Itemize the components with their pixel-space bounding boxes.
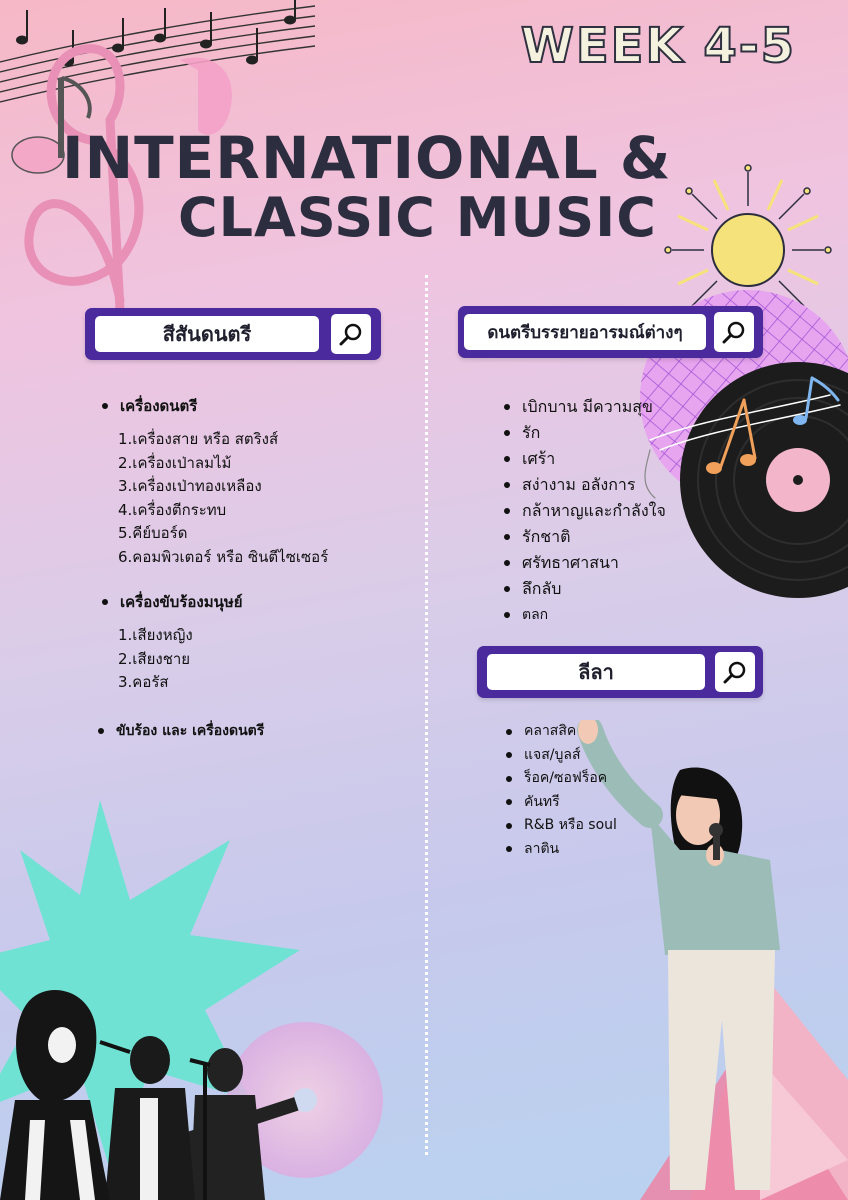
list-heading: เครื่องดนตรี — [100, 394, 197, 418]
emotion-list — [502, 394, 666, 628]
list-item: 3.คอรัส — [118, 673, 169, 691]
search-field[interactable]: ลีลา — [487, 654, 705, 690]
list-item: ลาติน — [504, 838, 617, 862]
list-item: ร็อค/ซอฟร็อค — [504, 767, 617, 791]
list-heading: ขับร้อง และ เครื่องดนตรี — [96, 720, 264, 742]
search-button[interactable] — [331, 314, 371, 354]
list-item: เศร้า — [502, 446, 666, 472]
list-item: ลึกลับ — [502, 576, 666, 602]
sun-icon — [665, 165, 831, 306]
style-list — [504, 720, 617, 861]
list-heading: เครื่องขับร้องมนุษย์ — [100, 590, 243, 614]
list-item: R&B หรือ soul — [504, 814, 617, 838]
list-item: แจส/บูลส์ — [504, 744, 617, 768]
search-icon — [339, 322, 363, 346]
list-item: รัก — [502, 420, 666, 446]
page-title-line-2: CLASSIC MUSIC — [178, 186, 657, 249]
list-item: 1.เครื่องสาย หรือ สตริงส์ — [118, 430, 279, 448]
list-item: เบิกบาน มีความสุข — [502, 394, 666, 420]
search-field[interactable]: ดนตรีบรรยายอารมณ์ต่างๆ — [464, 314, 706, 350]
list-item: คันทรี — [504, 791, 617, 815]
list-item: 4.เครื่องตีกระทบ — [118, 500, 227, 519]
list-item: 2.เสียงชาย — [118, 649, 191, 668]
list-item: 5.คีย์บอร์ด — [118, 524, 188, 542]
search-bar-emotions[interactable] — [458, 306, 763, 358]
search-bar-instrument-color[interactable] — [85, 308, 381, 360]
vocal-list — [118, 624, 193, 695]
list-item: ตลก — [502, 602, 666, 628]
week-label: WEEK 4-5 — [520, 18, 797, 74]
vocal-section — [100, 590, 243, 614]
list-item: ศรัทธาศาสนา — [502, 550, 666, 576]
list-item: คลาสสิค — [504, 720, 617, 744]
search-icon — [722, 320, 746, 344]
search-button[interactable] — [715, 652, 755, 692]
list-item: 2.เครื่องเป่าลมไม้ — [118, 453, 232, 472]
band-illustration — [0, 970, 330, 1200]
list-item: 3.เครื่องเป่าทองเหลือง — [118, 477, 262, 495]
instrument-section — [100, 394, 197, 418]
search-button[interactable] — [714, 312, 754, 352]
music-notes — [16, 0, 296, 67]
list-item: รักชาติ — [502, 524, 666, 550]
combined-section — [96, 720, 264, 742]
instrument-list — [118, 428, 328, 569]
list-item: สง่างาม อลังการ — [502, 472, 666, 498]
list-item: 1.เสียงหญิง — [118, 626, 193, 644]
column-divider — [425, 275, 428, 1155]
list-item: 6.คอมพิวเตอร์ หรือ ซินตีไซเซอร์ — [118, 547, 329, 566]
search-bar-styles[interactable] — [477, 646, 763, 698]
search-icon — [723, 660, 747, 684]
search-field[interactable]: สีสันดนตรี — [95, 316, 319, 352]
list-item: กล้าหาญและกำลังใจ — [502, 498, 666, 524]
page-title-line-1: INTERNATIONAL & — [62, 124, 672, 192]
